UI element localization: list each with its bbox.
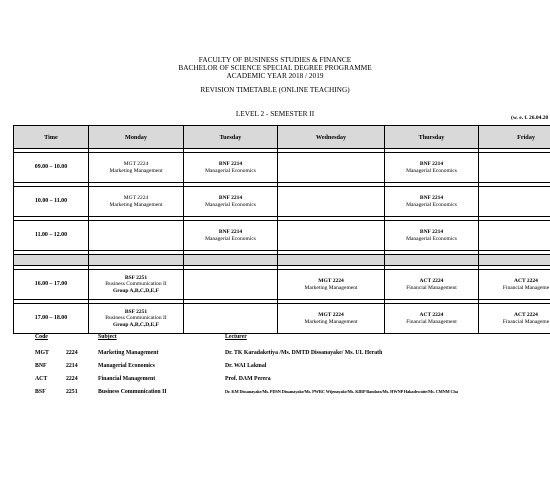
table-row xyxy=(14,187,550,217)
legend-lecturer: Dr. TK Karadaketiya /Ms. DMTD Dissanayake/ Ms. UL Herath xyxy=(225,350,383,356)
col-header-time: Time xyxy=(14,126,89,149)
class-cell xyxy=(385,221,479,251)
course-code: BNF 2214 xyxy=(218,195,243,202)
course-code: BNF 2214 xyxy=(419,229,444,236)
time-slot: 10.00 – 11.00 xyxy=(14,187,89,217)
class-cell xyxy=(89,304,184,334)
course-code: ACT 2224 xyxy=(419,312,444,319)
course-code: MGT 2224 xyxy=(123,161,149,168)
legend-code-prefix: BSF xyxy=(35,389,46,395)
course-subject: Managerial Economics xyxy=(205,235,256,242)
table-row xyxy=(14,270,550,300)
legend-header-subject: Subject xyxy=(98,334,117,340)
empty-cell xyxy=(479,221,550,251)
course-subject: Financial Management xyxy=(406,318,457,325)
legend-code-number: 2224 xyxy=(66,350,78,356)
effective-date: (w. e. f. 26.04.20 xyxy=(511,115,549,121)
course-code: MGT 2224 xyxy=(318,278,344,285)
course-code: BNF 2214 xyxy=(218,161,243,168)
course-code: BSF 2251 xyxy=(124,308,148,315)
legend-subject: Marketing Management xyxy=(98,350,159,356)
programme-name: BACHELOR OF SCIENCE SPECIAL DEGREE PROGRAMME xyxy=(178,63,372,72)
empty-cell xyxy=(184,270,278,300)
course-code: ACT 2224 xyxy=(514,312,538,319)
empty-cell xyxy=(278,221,385,251)
legend-code-number: 2224 xyxy=(66,376,78,382)
course-group: Group A,B,C,D,E,F xyxy=(112,287,160,294)
legend-header-lecturer: Lecturer xyxy=(225,334,247,340)
class-cell xyxy=(184,187,278,217)
course-subject: Marketing Management xyxy=(109,201,163,208)
legend-code-prefix: MGT xyxy=(35,350,49,356)
course-code: BNF 2214 xyxy=(419,195,444,202)
col-header-tuesday: Tuesday xyxy=(184,126,278,149)
col-header-friday: Friday xyxy=(479,126,550,149)
course-subject: Marketing Management xyxy=(109,167,163,174)
class-cell xyxy=(184,221,278,251)
class-cell xyxy=(385,304,479,334)
break-row xyxy=(14,255,550,266)
class-cell xyxy=(89,270,184,300)
legend-code-number: 2214 xyxy=(66,363,78,369)
course-subject: Business Communication II xyxy=(105,315,167,322)
legend-subject: Business Communication II xyxy=(98,389,167,395)
course-code: BNF 2214 xyxy=(419,161,444,168)
class-cell xyxy=(278,270,385,300)
course-subject: Managerial Economics xyxy=(406,235,457,242)
course-subject: Business Communication II xyxy=(105,281,167,288)
class-cell xyxy=(278,304,385,334)
class-cell xyxy=(89,153,184,183)
empty-cell xyxy=(184,304,278,334)
table-row xyxy=(14,221,550,251)
class-cell xyxy=(184,153,278,183)
col-header-thursday: Thursday xyxy=(385,126,479,149)
class-cell xyxy=(385,153,479,183)
course-code: MGT 2224 xyxy=(318,312,344,319)
course-code: BNF 2214 xyxy=(218,229,243,236)
empty-cell xyxy=(278,187,385,217)
legend-code-prefix: BNF xyxy=(35,363,47,369)
time-slot: 11.00 – 12.00 xyxy=(14,221,89,251)
empty-cell xyxy=(479,153,550,183)
col-header-wednesday: Wednesday xyxy=(278,126,385,149)
level-semester: LEVEL 2 - SEMESTER II xyxy=(235,109,315,118)
class-cell xyxy=(479,304,550,334)
class-cell xyxy=(385,187,479,217)
empty-cell xyxy=(89,221,184,251)
course-code: BSF 2251 xyxy=(124,274,148,281)
empty-cell xyxy=(278,153,385,183)
legend-lecturer: Dr. KM Dissanayake/Ms. PDSN Dissanayake/Ms. PWRC Wijenayake/Ms. KIRP Bandara/Ms. HWNP Hakadewatte/Ms. CMNM Cha xyxy=(225,389,458,394)
course-subject: Financial Management xyxy=(406,284,457,291)
course-subject: Managerial Economics xyxy=(205,167,256,174)
timetable-header-row xyxy=(14,126,550,149)
class-cell xyxy=(479,270,550,300)
table-row xyxy=(14,304,550,334)
timetable-title: REVISION TIMETABLE (ONLINE TEACHING) xyxy=(200,85,350,94)
academic-year: ACADEMIC YEAR 2018 / 2019 xyxy=(226,71,324,80)
empty-cell xyxy=(479,187,550,217)
document-title-block xyxy=(0,56,550,80)
course-code: ACT 2224 xyxy=(514,278,538,285)
legend-subject: Financial Management xyxy=(98,376,156,382)
course-code: ACT 2224 xyxy=(419,278,444,285)
legend-code-number: 2251 xyxy=(66,389,78,395)
time-slot: 17.00 – 18.00 xyxy=(14,304,89,334)
course-subject: Managerial Economics xyxy=(406,201,457,208)
course-subject: Marketing Management xyxy=(304,318,358,325)
table-row xyxy=(14,153,550,183)
legend-code-prefix: ACT xyxy=(35,376,48,382)
legend-subject: Managerial Economics xyxy=(98,363,155,369)
legend-header-code: Code xyxy=(35,334,48,340)
class-cell xyxy=(385,270,479,300)
timetable xyxy=(13,125,550,334)
course-subject: Marketing Management xyxy=(304,284,358,291)
course-code: MGT 2224 xyxy=(123,195,149,202)
course-subject: Financial Manageme xyxy=(502,284,550,291)
course-group: Group A,B,C,D,E,F xyxy=(112,321,160,328)
course-subject: Managerial Economics xyxy=(205,201,256,208)
time-slot: 09.00 – 10.00 xyxy=(14,153,89,183)
time-slot: 16.00 – 17.00 xyxy=(14,270,89,300)
course-subject: Financial Manageme xyxy=(502,318,550,325)
legend-lecturer: Prof. DAM Perera xyxy=(225,376,271,382)
col-header-monday: Monday xyxy=(89,126,184,149)
legend-lecturer: Dr. WAI Lakmal xyxy=(225,363,267,369)
class-cell xyxy=(89,187,184,217)
faculty-name: FACULTY OF BUSINESS STUDIES & FINANCE xyxy=(198,55,352,64)
course-subject: Managerial Economics xyxy=(406,167,457,174)
